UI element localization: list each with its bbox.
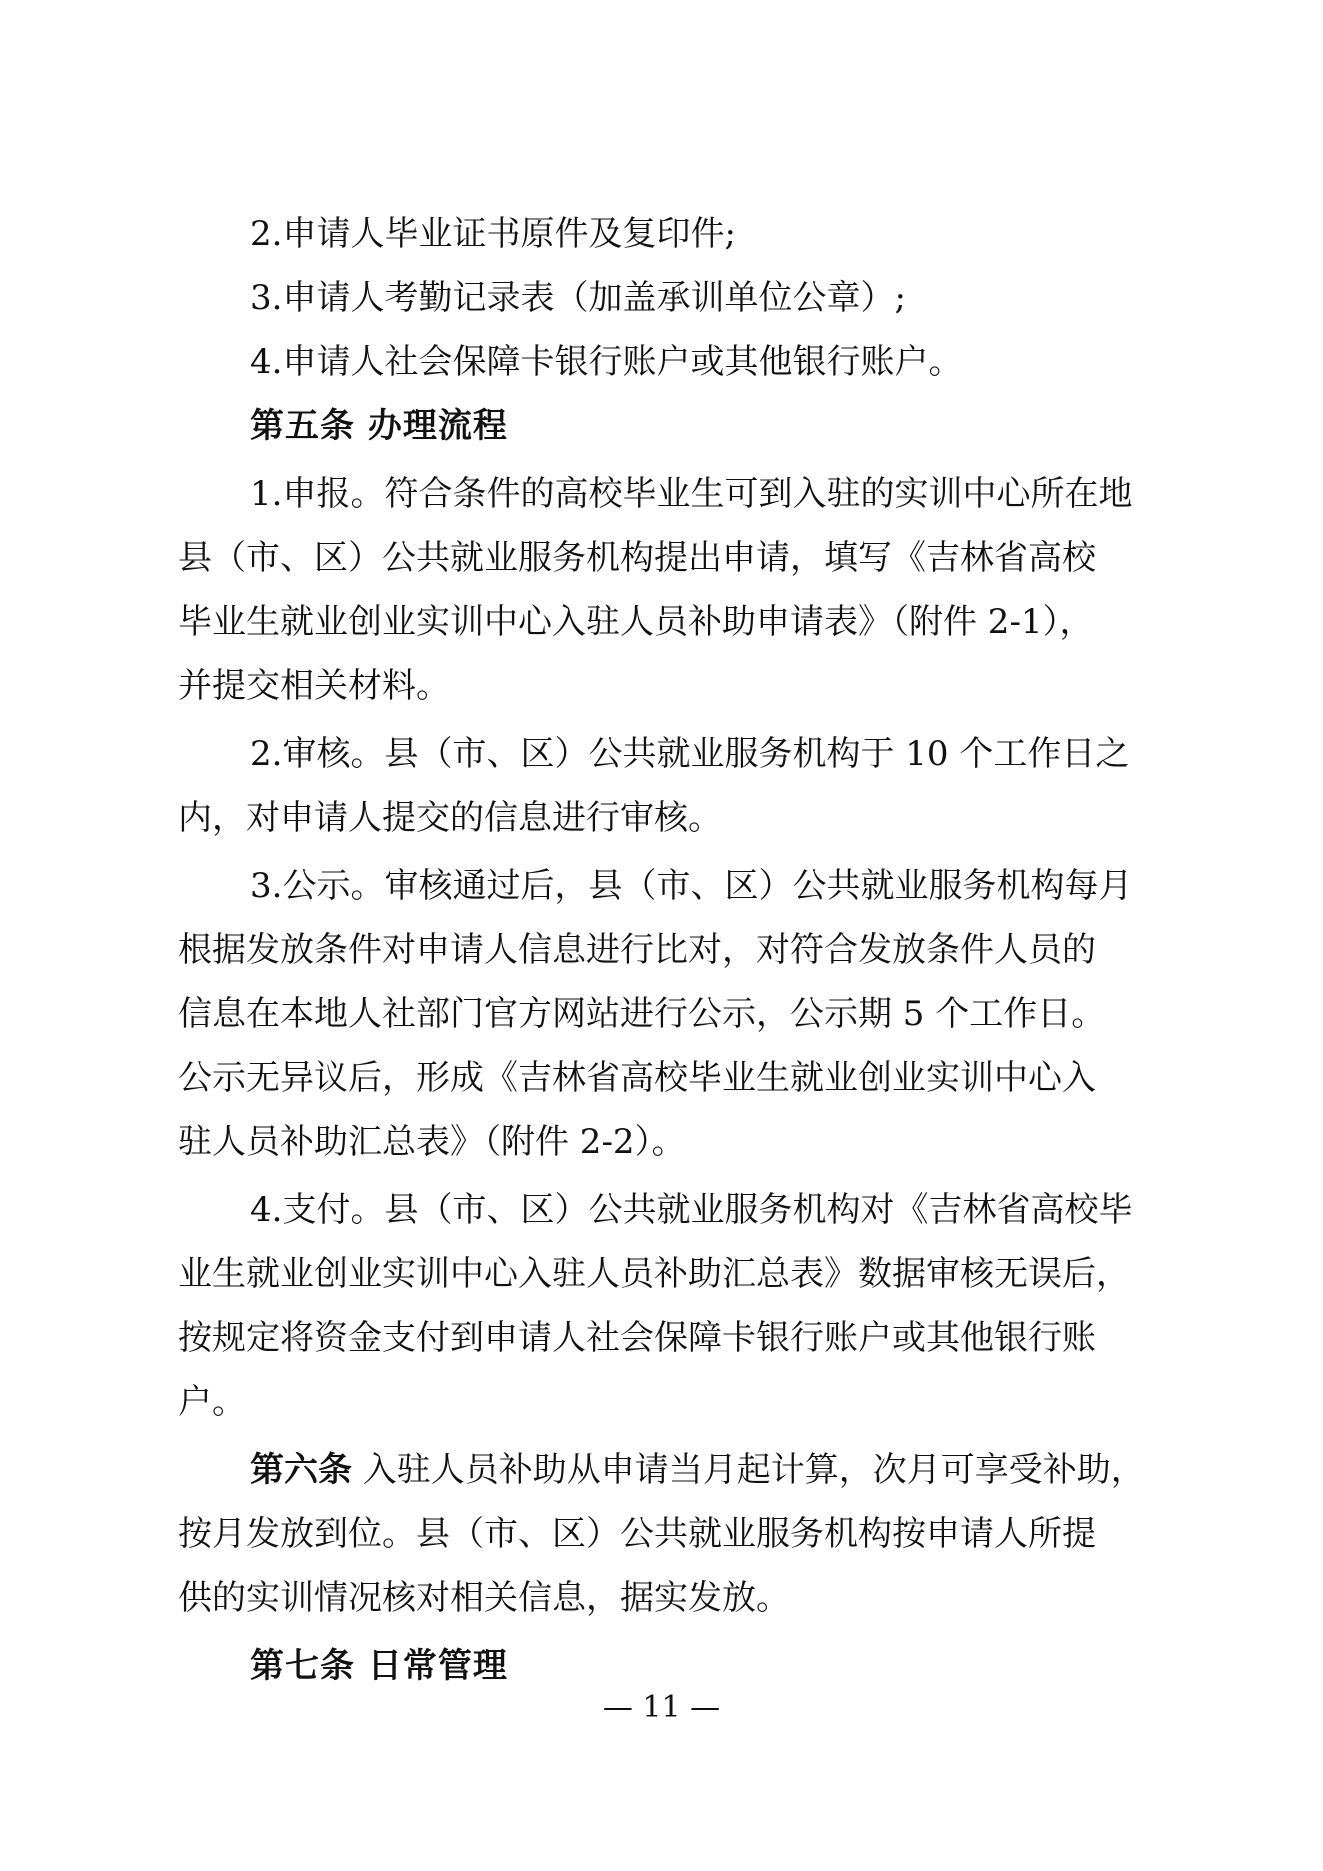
paragraph-line: 供的实训情况核对相关信息，据实发放。 <box>178 1578 790 1618</box>
paragraph-line: 根据发放条件对申请人信息进行比对，对符合发放条件人员的 <box>178 930 1096 970</box>
paragraph-line: 并提交相关材料。 <box>178 666 450 706</box>
article-6-text: 入驻人员补助从申请当月起计算，次月可享受补助， <box>352 1450 1145 1490</box>
paragraph-line: 3.公示。审核通过后，县（市、区）公共就业服务机构每月 <box>250 866 1133 906</box>
paragraph-line: 按月发放到位。县（市、区）公共就业服务机构按申请人所提 <box>178 1514 1096 1554</box>
section-heading-article-7: 第七条 日常管理 <box>250 1646 508 1686</box>
paragraph-line: 按规定将资金支付到申请人社会保障卡银行账户或其他银行账 <box>178 1318 1096 1358</box>
list-item-attendance-record: 3.申请人考勤记录表（加盖承训单位公章）; <box>250 278 906 318</box>
article-6-paragraph <box>250 1450 1145 1490</box>
paragraph-line: 业生就业创业实训中心入驻人员补助汇总表》数据审核无误后， <box>178 1254 1130 1294</box>
list-item-graduation-certificate: 2.申请人毕业证书原件及复印件; <box>250 214 736 254</box>
list-item-bank-account: 4.申请人社会保障卡银行账户或其他银行账户。 <box>250 342 963 382</box>
paragraph-line: 户。 <box>178 1382 246 1422</box>
paragraph-line: 驻人员补助汇总表》（附件 2-2）。 <box>178 1122 686 1162</box>
paragraph-line: 公示无异议后，形成《吉林省高校毕业生就业创业实训中心入 <box>178 1058 1096 1098</box>
paragraph-line: 4.支付。县（市、区）公共就业服务机构对《吉林省高校毕 <box>250 1190 1133 1230</box>
paragraph-line: 县（市、区）公共就业服务机构提出申请，填写《吉林省高校 <box>178 538 1096 578</box>
paragraph-line: 内，对申请人提交的信息进行审核。 <box>178 798 722 838</box>
paragraph-line: 毕业生就业创业实训中心入驻人员补助申请表》（附件 2-1）， <box>178 602 1094 642</box>
paragraph-line: 1.申报。符合条件的高校毕业生可到入驻的实训中心所在地 <box>250 474 1133 514</box>
paragraph-line: 信息在本地人社部门官方网站进行公示，公示期 5 个工作日。 <box>178 994 1106 1034</box>
article-6-label: 第六条 <box>250 1450 352 1490</box>
page-number: — 11 — <box>602 1690 721 1725</box>
section-heading-article-5: 第五条 办理流程 <box>250 406 508 446</box>
paragraph-line: 2.审核。县（市、区）公共就业服务机构于 10 个工作日之 <box>250 734 1130 774</box>
